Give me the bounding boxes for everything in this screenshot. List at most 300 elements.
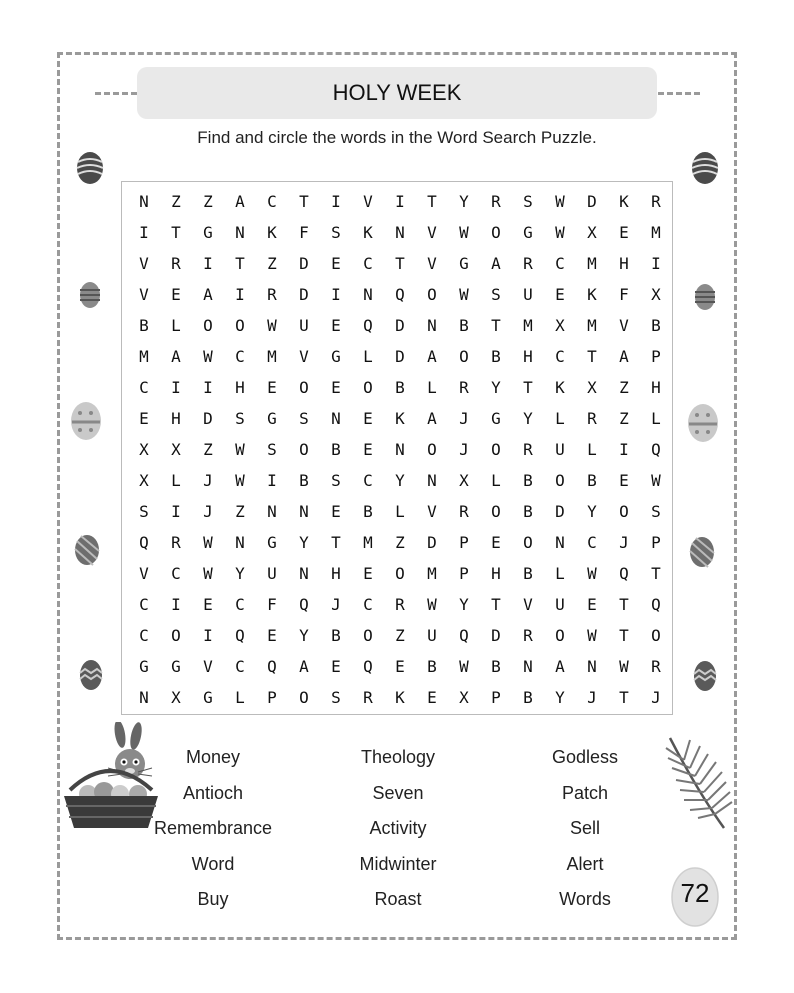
grid-cell[interactable]: V bbox=[523, 595, 533, 614]
grid-cell[interactable]: S bbox=[651, 502, 661, 521]
grid-cell[interactable]: Q bbox=[267, 657, 277, 676]
grid-cell[interactable]: L bbox=[587, 440, 597, 459]
grid-cell[interactable]: F bbox=[619, 285, 629, 304]
egg-icon bbox=[75, 150, 105, 186]
grid-cell[interactable]: E bbox=[395, 657, 405, 676]
grid-cell[interactable]: S bbox=[331, 471, 341, 490]
egg-icon bbox=[69, 400, 103, 442]
grid-cell[interactable]: V bbox=[139, 564, 149, 583]
grid-cell[interactable]: J bbox=[203, 502, 213, 521]
grid-cell[interactable]: W bbox=[587, 626, 597, 645]
grid-cell[interactable]: I bbox=[171, 378, 181, 397]
grid-cell[interactable]: J bbox=[619, 533, 629, 552]
grid-cell[interactable]: E bbox=[491, 533, 501, 552]
grid-cell[interactable]: H bbox=[235, 378, 245, 397]
grid-cell[interactable]: C bbox=[555, 347, 565, 366]
grid-cell[interactable]: X bbox=[171, 440, 181, 459]
grid-cell[interactable]: T bbox=[427, 192, 437, 211]
grid-cell[interactable]: Z bbox=[235, 502, 245, 521]
grid-cell[interactable]: O bbox=[427, 440, 437, 459]
word-list-item: Money bbox=[185, 747, 241, 768]
grid-cell[interactable]: A bbox=[555, 657, 565, 676]
grid-cell[interactable]: M bbox=[523, 316, 533, 335]
grid-cell[interactable]: O bbox=[491, 440, 501, 459]
grid-cell[interactable]: B bbox=[523, 471, 533, 490]
grid-cell[interactable]: I bbox=[171, 595, 181, 614]
grid-cell[interactable]: O bbox=[459, 347, 469, 366]
grid-cell[interactable]: W bbox=[459, 223, 469, 242]
grid-cell[interactable]: Y bbox=[299, 626, 309, 645]
grid-cell[interactable]: G bbox=[203, 223, 213, 242]
grid-cell[interactable]: R bbox=[491, 192, 501, 211]
grid-cell[interactable]: R bbox=[523, 626, 533, 645]
grid-cell[interactable]: T bbox=[491, 595, 501, 614]
grid-cell[interactable]: L bbox=[491, 471, 501, 490]
grid-cell[interactable]: W bbox=[203, 533, 213, 552]
grid-cell[interactable]: P bbox=[651, 533, 661, 552]
grid-cell[interactable]: B bbox=[651, 316, 661, 335]
grid-cell[interactable]: U bbox=[555, 595, 565, 614]
grid-cell[interactable]: Q bbox=[651, 440, 661, 459]
grid-cell[interactable]: R bbox=[171, 254, 181, 273]
grid-cell[interactable]: Z bbox=[203, 192, 213, 211]
grid-cell[interactable]: I bbox=[267, 471, 277, 490]
grid-cell[interactable]: P bbox=[459, 564, 469, 583]
grid-cell[interactable]: I bbox=[395, 192, 405, 211]
grid-cell[interactable]: S bbox=[267, 440, 277, 459]
grid-cell[interactable]: W bbox=[651, 471, 661, 490]
grid-cell[interactable]: E bbox=[171, 285, 181, 304]
grid-cell[interactable]: E bbox=[363, 409, 373, 428]
grid-cell[interactable]: O bbox=[235, 316, 245, 335]
grid-cell[interactable]: B bbox=[523, 688, 533, 707]
grid-cell[interactable]: C bbox=[587, 533, 597, 552]
grid-cell[interactable]: B bbox=[523, 564, 533, 583]
grid-cell[interactable]: E bbox=[331, 378, 341, 397]
grid-cell[interactable]: C bbox=[267, 192, 277, 211]
grid-cell[interactable]: G bbox=[459, 254, 469, 273]
grid-cell[interactable]: N bbox=[331, 409, 341, 428]
grid-cell[interactable]: Q bbox=[651, 595, 661, 614]
grid-cell[interactable]: O bbox=[491, 223, 501, 242]
grid-cell[interactable]: E bbox=[427, 688, 437, 707]
grid-cell[interactable]: K bbox=[555, 378, 565, 397]
grid-cell[interactable]: B bbox=[427, 657, 437, 676]
grid-cell[interactable]: X bbox=[587, 378, 597, 397]
grid-cell[interactable]: P bbox=[459, 533, 469, 552]
grid-cell[interactable]: Z bbox=[619, 378, 629, 397]
grid-cell[interactable]: T bbox=[651, 564, 661, 583]
egg-icon bbox=[73, 533, 101, 567]
grid-cell[interactable]: J bbox=[459, 409, 469, 428]
grid-cell[interactable]: E bbox=[331, 316, 341, 335]
grid-cell[interactable]: I bbox=[651, 254, 661, 273]
grid-cell[interactable]: V bbox=[427, 254, 437, 273]
grid-cell[interactable]: R bbox=[587, 409, 597, 428]
grid-cell[interactable]: M bbox=[651, 223, 661, 242]
grid-cell[interactable]: I bbox=[235, 285, 245, 304]
grid-cell[interactable]: I bbox=[139, 223, 149, 242]
grid-cell[interactable]: X bbox=[459, 688, 469, 707]
grid-cell[interactable]: T bbox=[171, 223, 181, 242]
grid-cell[interactable]: Z bbox=[395, 533, 405, 552]
grid-cell[interactable]: Z bbox=[619, 409, 629, 428]
grid-cell[interactable]: I bbox=[331, 192, 341, 211]
grid-cell[interactable]: E bbox=[363, 440, 373, 459]
grid-cell[interactable]: D bbox=[299, 254, 309, 273]
grid-cell[interactable]: D bbox=[299, 285, 309, 304]
grid-cell[interactable]: Z bbox=[267, 254, 277, 273]
grid-cell[interactable]: W bbox=[427, 595, 437, 614]
grid-cell[interactable]: K bbox=[267, 223, 277, 242]
grid-cell[interactable]: K bbox=[395, 409, 405, 428]
grid-cell[interactable]: I bbox=[203, 626, 213, 645]
grid-cell[interactable]: M bbox=[587, 254, 597, 273]
grid-cell[interactable]: I bbox=[171, 502, 181, 521]
grid-cell[interactable]: N bbox=[395, 223, 405, 242]
grid-cell[interactable]: Y bbox=[395, 471, 405, 490]
grid-cell[interactable]: P bbox=[651, 347, 661, 366]
grid-cell[interactable]: T bbox=[619, 595, 629, 614]
grid-cell[interactable]: J bbox=[651, 688, 661, 707]
grid-cell[interactable]: A bbox=[299, 657, 309, 676]
grid-cell[interactable]: J bbox=[203, 471, 213, 490]
grid-cell[interactable]: O bbox=[427, 285, 437, 304]
grid-cell[interactable]: Q bbox=[363, 316, 373, 335]
grid-cell[interactable]: S bbox=[139, 502, 149, 521]
grid-cell[interactable]: E bbox=[587, 595, 597, 614]
grid-cell[interactable]: Q bbox=[235, 626, 245, 645]
grid-cell[interactable]: L bbox=[427, 378, 437, 397]
grid-cell[interactable]: W bbox=[555, 223, 565, 242]
word-list-item: Remembrance bbox=[153, 818, 273, 839]
grid-cell[interactable]: S bbox=[523, 192, 533, 211]
title-dash-right bbox=[658, 92, 700, 95]
grid-cell[interactable]: W bbox=[235, 440, 245, 459]
grid-cell[interactable]: B bbox=[331, 440, 341, 459]
palm-leaf-icon bbox=[660, 732, 734, 832]
grid-cell[interactable]: N bbox=[267, 502, 277, 521]
grid-cell[interactable]: U bbox=[299, 316, 309, 335]
grid-cell[interactable]: Y bbox=[235, 564, 245, 583]
grid-cell[interactable]: D bbox=[587, 192, 597, 211]
grid-cell[interactable]: O bbox=[395, 564, 405, 583]
grid-cell[interactable]: L bbox=[555, 564, 565, 583]
grid-cell[interactable]: G bbox=[523, 223, 533, 242]
grid-cell[interactable]: X bbox=[139, 440, 149, 459]
grid-cell[interactable]: N bbox=[139, 192, 149, 211]
grid-cell[interactable]: N bbox=[363, 285, 373, 304]
grid-cell[interactable]: X bbox=[139, 471, 149, 490]
grid-cell[interactable]: A bbox=[171, 347, 181, 366]
grid-cell[interactable]: C bbox=[363, 254, 373, 273]
grid-cell[interactable]: M bbox=[139, 347, 149, 366]
grid-cell[interactable]: B bbox=[139, 316, 149, 335]
grid-cell[interactable]: R bbox=[363, 688, 373, 707]
grid-cell[interactable]: X bbox=[651, 285, 661, 304]
grid-cell[interactable]: G bbox=[171, 657, 181, 676]
grid-cell[interactable]: B bbox=[491, 657, 501, 676]
grid-cell[interactable]: K bbox=[619, 192, 629, 211]
grid-cell[interactable]: R bbox=[459, 378, 469, 397]
grid-cell[interactable]: G bbox=[139, 657, 149, 676]
grid-cell[interactable]: H bbox=[619, 254, 629, 273]
grid-cell[interactable]: V bbox=[299, 347, 309, 366]
grid-cell[interactable]: C bbox=[235, 595, 245, 614]
grid-cell[interactable]: R bbox=[651, 657, 661, 676]
grid-cell[interactable]: N bbox=[587, 657, 597, 676]
grid-cell[interactable]: O bbox=[363, 626, 373, 645]
grid-cell[interactable]: A bbox=[619, 347, 629, 366]
grid-cell[interactable]: O bbox=[651, 626, 661, 645]
grid-cell[interactable]: N bbox=[299, 502, 309, 521]
grid-cell[interactable]: K bbox=[363, 223, 373, 242]
grid-cell[interactable]: M bbox=[427, 564, 437, 583]
grid-cell[interactable]: N bbox=[235, 533, 245, 552]
grid-cell[interactable]: H bbox=[523, 347, 533, 366]
grid-cell[interactable]: T bbox=[299, 192, 309, 211]
grid-cell[interactable]: R bbox=[459, 502, 469, 521]
grid-cell[interactable]: T bbox=[235, 254, 245, 273]
grid-cell[interactable]: O bbox=[171, 626, 181, 645]
grid-cell[interactable]: C bbox=[363, 471, 373, 490]
grid-cell[interactable]: E bbox=[555, 285, 565, 304]
grid-cell[interactable]: L bbox=[651, 409, 661, 428]
grid-cell[interactable]: D bbox=[395, 347, 405, 366]
grid-cell[interactable]: F bbox=[299, 223, 309, 242]
grid-cell[interactable]: V bbox=[363, 192, 373, 211]
grid-cell[interactable]: X bbox=[459, 471, 469, 490]
grid-cell[interactable]: O bbox=[619, 502, 629, 521]
grid-cell[interactable]: V bbox=[203, 657, 213, 676]
grid-cell[interactable]: T bbox=[619, 626, 629, 645]
grid-cell[interactable]: P bbox=[267, 688, 277, 707]
grid-cell[interactable]: E bbox=[619, 223, 629, 242]
grid-cell[interactable]: O bbox=[555, 626, 565, 645]
grid-cell[interactable]: B bbox=[299, 471, 309, 490]
grid-cell[interactable]: T bbox=[587, 347, 597, 366]
grid-cell[interactable]: L bbox=[171, 316, 181, 335]
grid-cell[interactable]: Z bbox=[203, 440, 213, 459]
grid-cell[interactable]: N bbox=[427, 471, 437, 490]
grid-cell[interactable]: C bbox=[235, 657, 245, 676]
grid-cell[interactable]: K bbox=[395, 688, 405, 707]
grid-cell[interactable]: N bbox=[139, 688, 149, 707]
grid-cell[interactable]: S bbox=[331, 223, 341, 242]
grid-cell[interactable]: J bbox=[587, 688, 597, 707]
grid-cell[interactable]: G bbox=[331, 347, 341, 366]
grid-cell[interactable]: U bbox=[555, 440, 565, 459]
grid-cell[interactable]: W bbox=[619, 657, 629, 676]
grid-cell[interactable]: V bbox=[139, 285, 149, 304]
grid-cell[interactable]: H bbox=[491, 564, 501, 583]
grid-cell[interactable]: R bbox=[267, 285, 277, 304]
grid-cell[interactable]: O bbox=[299, 688, 309, 707]
grid-cell[interactable]: L bbox=[555, 409, 565, 428]
grid-cell[interactable]: N bbox=[235, 223, 245, 242]
grid-cell[interactable]: P bbox=[491, 688, 501, 707]
grid-cell[interactable]: C bbox=[171, 564, 181, 583]
grid-cell[interactable]: M bbox=[363, 533, 373, 552]
grid-cell[interactable]: G bbox=[491, 409, 501, 428]
grid-cell[interactable]: I bbox=[203, 254, 213, 273]
grid-cell[interactable]: S bbox=[299, 409, 309, 428]
grid-cell[interactable]: G bbox=[267, 409, 277, 428]
grid-cell[interactable]: V bbox=[139, 254, 149, 273]
grid-cell[interactable]: Y bbox=[459, 192, 469, 211]
grid-cell[interactable]: B bbox=[587, 471, 597, 490]
grid-cell[interactable]: L bbox=[235, 688, 245, 707]
grid-cell[interactable]: N bbox=[427, 316, 437, 335]
grid-cell[interactable]: O bbox=[555, 471, 565, 490]
grid-cell[interactable]: H bbox=[651, 378, 661, 397]
grid-cell[interactable]: Y bbox=[587, 502, 597, 521]
grid-cell[interactable]: T bbox=[331, 533, 341, 552]
grid-cell[interactable]: N bbox=[299, 564, 309, 583]
grid-cell[interactable]: D bbox=[395, 316, 405, 335]
grid-cell[interactable]: C bbox=[555, 254, 565, 273]
grid-cell[interactable]: G bbox=[203, 688, 213, 707]
grid-cell[interactable]: G bbox=[267, 533, 277, 552]
grid-cell[interactable]: E bbox=[203, 595, 213, 614]
grid-cell[interactable]: Y bbox=[491, 378, 501, 397]
grid-cell[interactable]: C bbox=[139, 595, 149, 614]
grid-cell[interactable]: T bbox=[523, 378, 533, 397]
grid-cell[interactable]: R bbox=[171, 533, 181, 552]
grid-cell[interactable]: Y bbox=[459, 595, 469, 614]
grid-cell[interactable]: N bbox=[555, 533, 565, 552]
grid-cell[interactable]: F bbox=[267, 595, 277, 614]
grid-cell[interactable]: E bbox=[619, 471, 629, 490]
grid-cell[interactable]: O bbox=[203, 316, 213, 335]
grid-cell[interactable]: O bbox=[299, 440, 309, 459]
grid-cell[interactable]: E bbox=[331, 254, 341, 273]
grid-cell[interactable]: E bbox=[267, 626, 277, 645]
grid-cell[interactable]: H bbox=[171, 409, 181, 428]
grid-cell[interactable]: X bbox=[587, 223, 597, 242]
grid-cell[interactable]: D bbox=[491, 626, 501, 645]
word-search-grid bbox=[128, 186, 672, 713]
grid-cell[interactable]: H bbox=[331, 564, 341, 583]
grid-cell[interactable]: A bbox=[203, 285, 213, 304]
grid-cell[interactable]: N bbox=[523, 657, 533, 676]
grid-cell[interactable]: U bbox=[523, 285, 533, 304]
grid-cell[interactable]: B bbox=[331, 626, 341, 645]
grid-cell[interactable]: Q bbox=[395, 285, 405, 304]
grid-cell[interactable]: T bbox=[619, 688, 629, 707]
egg-icon bbox=[78, 280, 102, 310]
grid-cell[interactable]: W bbox=[203, 347, 213, 366]
grid-cell[interactable]: D bbox=[203, 409, 213, 428]
grid-cell[interactable]: S bbox=[331, 688, 341, 707]
grid-cell[interactable]: E bbox=[267, 378, 277, 397]
grid-cell[interactable]: E bbox=[139, 409, 149, 428]
grid-cell[interactable]: Y bbox=[299, 533, 309, 552]
grid-cell[interactable]: W bbox=[235, 471, 245, 490]
grid-cell[interactable]: T bbox=[395, 254, 405, 273]
grid-cell[interactable]: O bbox=[523, 533, 533, 552]
grid-cell[interactable]: I bbox=[331, 285, 341, 304]
grid-cell[interactable]: L bbox=[171, 471, 181, 490]
grid-cell[interactable]: S bbox=[235, 409, 245, 428]
grid-cell[interactable]: O bbox=[299, 378, 309, 397]
grid-cell[interactable]: C bbox=[363, 595, 373, 614]
grid-cell[interactable]: B bbox=[459, 316, 469, 335]
grid-cell[interactable]: R bbox=[395, 595, 405, 614]
word-list-item: Roast bbox=[374, 889, 422, 910]
grid-cell[interactable]: W bbox=[459, 285, 469, 304]
grid-cell[interactable]: Y bbox=[555, 688, 565, 707]
grid-cell[interactable]: B bbox=[395, 378, 405, 397]
grid-cell[interactable]: C bbox=[139, 378, 149, 397]
grid-cell[interactable]: R bbox=[523, 440, 533, 459]
grid-cell[interactable]: N bbox=[395, 440, 405, 459]
grid-cell[interactable]: A bbox=[427, 409, 437, 428]
grid-cell[interactable]: C bbox=[235, 347, 245, 366]
grid-cell[interactable]: Y bbox=[523, 409, 533, 428]
grid-cell[interactable]: W bbox=[267, 316, 277, 335]
grid-cell[interactable]: Q bbox=[459, 626, 469, 645]
grid-cell[interactable]: L bbox=[395, 502, 405, 521]
grid-cell[interactable]: O bbox=[491, 502, 501, 521]
grid-cell[interactable]: A bbox=[427, 347, 437, 366]
grid-cell[interactable]: C bbox=[139, 626, 149, 645]
grid-cell[interactable]: V bbox=[619, 316, 629, 335]
grid-cell[interactable]: B bbox=[491, 347, 501, 366]
grid-cell[interactable]: A bbox=[491, 254, 501, 273]
grid-cell[interactable]: A bbox=[235, 192, 245, 211]
grid-cell[interactable]: D bbox=[555, 502, 565, 521]
grid-cell[interactable]: X bbox=[171, 688, 181, 707]
grid-cell[interactable]: W bbox=[555, 192, 565, 211]
grid-cell[interactable]: X bbox=[555, 316, 565, 335]
grid-cell[interactable]: W bbox=[203, 564, 213, 583]
grid-cell[interactable]: U bbox=[427, 626, 437, 645]
grid-cell[interactable]: W bbox=[459, 657, 469, 676]
grid-cell[interactable]: T bbox=[491, 316, 501, 335]
grid-cell[interactable]: S bbox=[491, 285, 501, 304]
grid-cell[interactable]: B bbox=[523, 502, 533, 521]
grid-cell[interactable]: Z bbox=[395, 626, 405, 645]
grid-cell[interactable]: E bbox=[331, 657, 341, 676]
grid-cell[interactable]: L bbox=[363, 347, 373, 366]
grid-cell[interactable]: W bbox=[587, 564, 597, 583]
grid-cell[interactable]: O bbox=[363, 378, 373, 397]
grid-cell[interactable]: Q bbox=[363, 657, 373, 676]
grid-cell[interactable]: I bbox=[619, 440, 629, 459]
grid-cell[interactable]: Q bbox=[299, 595, 309, 614]
grid-cell[interactable]: M bbox=[587, 316, 597, 335]
grid-cell[interactable]: Q bbox=[139, 533, 149, 552]
grid-cell[interactable]: V bbox=[427, 223, 437, 242]
grid-cell[interactable]: I bbox=[203, 378, 213, 397]
grid-cell[interactable]: E bbox=[363, 564, 373, 583]
grid-cell[interactable]: Z bbox=[171, 192, 181, 211]
grid-cell[interactable]: Q bbox=[619, 564, 629, 583]
grid-cell[interactable]: K bbox=[587, 285, 597, 304]
grid-cell[interactable]: E bbox=[331, 502, 341, 521]
grid-cell[interactable]: R bbox=[651, 192, 661, 211]
bunny-basket-icon bbox=[60, 722, 162, 834]
grid-cell[interactable]: R bbox=[523, 254, 533, 273]
grid-cell[interactable]: J bbox=[459, 440, 469, 459]
grid-cell[interactable]: D bbox=[427, 533, 437, 552]
grid-cell[interactable]: V bbox=[427, 502, 437, 521]
grid-cell[interactable]: U bbox=[267, 564, 277, 583]
grid-cell[interactable]: M bbox=[267, 347, 277, 366]
grid-cell[interactable]: J bbox=[331, 595, 341, 614]
grid-cell[interactable]: B bbox=[363, 502, 373, 521]
